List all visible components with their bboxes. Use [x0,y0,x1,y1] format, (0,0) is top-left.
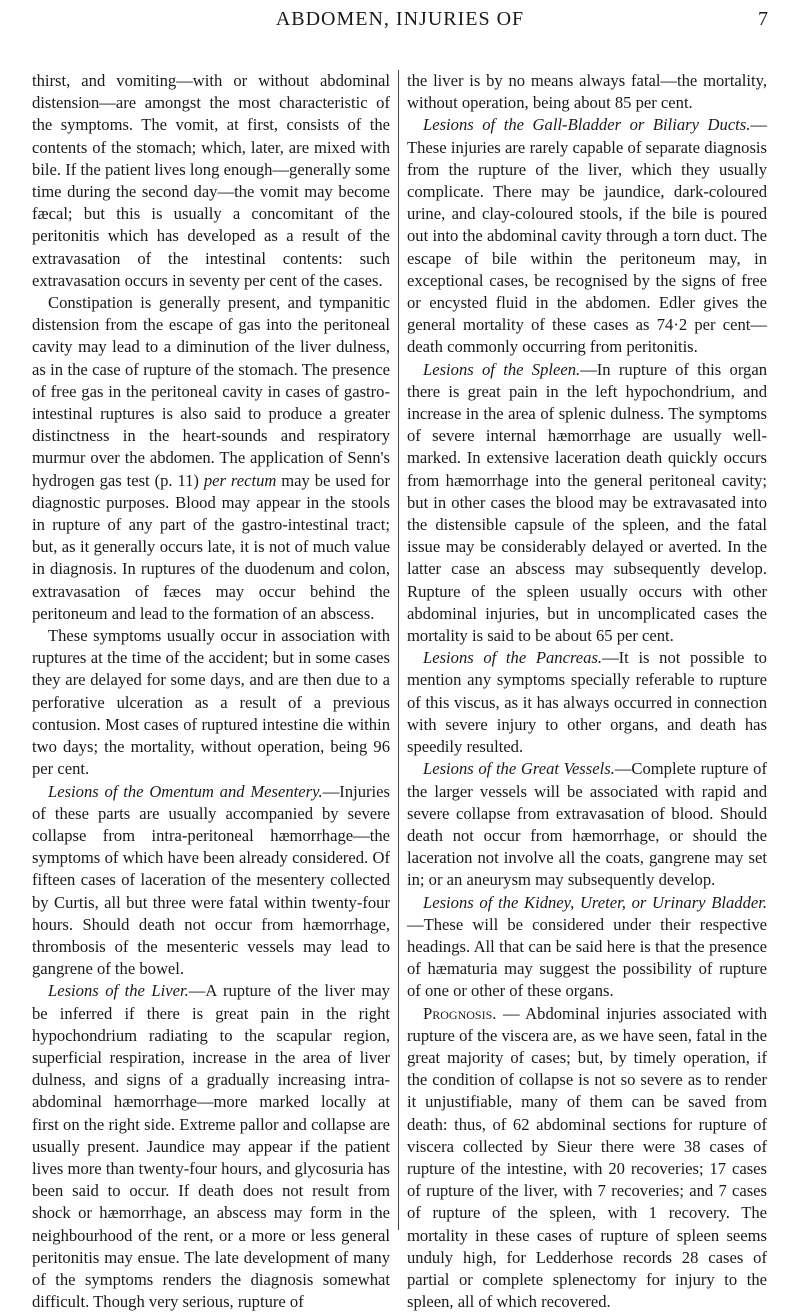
italic-phrase: per rectum [203,470,277,490]
paragraph [407,114,767,358]
section-heading: Prognosis. [423,1003,497,1023]
section-heading: Lesions of the Kidney, Ureter, or Urinary Bladder. [423,892,767,912]
running-head: ABDOMEN, INJURIES OF [275,8,525,30]
paragraph [32,292,390,625]
page-header [30,8,770,48]
paragraph [32,781,390,981]
paragraph-text: —In rupture of this organ there is great pain in the left hypochondrium, and increase in the area of splenic dulness. The symptoms of severe internal hæmorrhage are usually well-marked. In extensive laceration death quickly occurs from hæmorrhage into the general peritoneal cavity; but in other cases the blood may be extravasated into the distensible capsule of the spleen, and the fatal issue may be considerably delayed or averted. In the latter case an abscess may subsequently develop. Rupture of the spleen usually occurs with other abdominal injuries, but in uncomplicated cases the mortality is said to be about 65 per cent. [407,359,768,646]
section-heading: Lesions of the Liver. [48,981,189,1001]
page-number: 7 [758,8,768,30]
section-heading: Lesions of the Pancreas. [423,648,603,668]
paragraph: the liver is by no means always fatal—the mortality, without operation, being about 85 per cent. [407,71,767,113]
paragraph-text: —These will be considered under their respective headings. All that can be said here is that the presence of hæmaturia may suggest the possibility of rupture of one or other of these organs. [407,914,767,1001]
paragraph [407,892,767,1003]
section-heading: Lesions of the Spleen. [423,359,581,379]
section-heading: Lesions of the Gall-Bladder or Biliary Ducts. [423,115,751,135]
paragraph [407,359,767,648]
section-heading: Lesions of the Great Vessels. [423,759,615,779]
paragraph-text: Constipation is generally present, and tympanitic distension from the escape of gas into the peritoneal cavity may lead to a diminution of the liver dulness, as in the case of rupture of the stomach. The presence of free gas in the peritoneal cavity in cases of gastro-intestinal ruptures is also said to produce a greater distinctness in the heart-sounds and respiratory murmur over the abdomen. The application of Senn's hydrogen gas test (p. 11) [32,293,390,490]
paragraph: These symptoms usually occur in association with ruptures at the time of the accident; but in some cases they are delayed for some days, and are then due to a perforative ulceration as a result of a previous contusion. Most cases of ruptured intestine die within two days; the mortality, without operation, being 96 per cent. [32,626,390,779]
paragraph-text: —Complete rupture of the larger vessels will be associated with rapid and severe collapse from extravasation of blood. Should death not occur from hæmorrhage, or should the laceration not involve all the coats, gangrene may set in; or an aneurysm may subsequently develop. [407,759,767,890]
paragraph-text: —These injuries are rarely capable of separate diagnosis from the rupture of the liver, which they usually complicate. There may be jaundice, dark-coloured urine, and clay-coloured stools, if the bile is poured out into the abdominal cavity through a torn duct. The escape of bile within the peritoneum may, in exceptional cases, be recognised by the signs of free or encysted fluid in the abdomen. Edler gives the general mortality of these cases as 74·2 per cent—death commonly occurring from peritonitis. [407,115,767,357]
column-divider [398,70,399,1230]
paragraph-text: —It is not possible to mention any symptoms specially referable to rupture of this viscus, as it has always occurred in connection with severe injury to other organs, and death has speedily resulted. [407,648,767,757]
paragraph-text: —Injuries of these parts are usually accompanied by severe collapse from intra-peritoneal hæmorrhage—the symptoms of which have been already considered. Of fifteen cases of laceration of the mesentery collected by Curtis, all but three were fatal within twenty-four hours. Should death not occur from hæmorrhage, thrombosis of the mesenteric vessels may lead to gangrene of the bowel. [32,781,390,979]
paragraph-text: — Abdominal injuries associated with rupture of the viscera are, as we have seen, fatal in the great majority of cases; but, by timely operation, if the condition of collapse is not so severe as to render it unjustifiable, many of them can be saved from death: thus, of 62 abdominal sections for rupture of viscera collected by Sieur there were 38 cases of rupture of the intestine, with 20 recoveries; 17 cases of rupture of the liver, with 7 recoveries; and 7 cases of rupture of the spleen, with 1 recovery. The mortality in these cases of rupture of spleen seems unduly high, for Ledderhose records 28 cases of partial or complete splenectomy for injury to the spleen, all of which recovered. [407,1003,767,1312]
paragraph [407,647,767,758]
paragraph [32,980,390,1313]
paragraph-text: may be used for diagnostic purposes. Blood may appear in the stools in rupture of any part of the gastro-intestinal tract; but, as it generally occurs late, it is not of much value in diagnosis. In ruptures of the duodenum and colon, extravasation of fæces may occur behind the peritoneum and lead to the formation of an abscess. [32,470,390,623]
paragraph-text: —A rupture of the liver may be inferred if there is great pain in the right hypochondrium radiating to the scapular region, superficial respiration, increase in the area of liver dulness, and signs of a gradually increasing intra-abdominal hæmorrhage—more marked locally at first on the right side. Extreme pallor and collapse are usually present. Jaundice may appear if the patient lives more than twenty-four hours, and glycosuria has been said to occur. If death does not result from shock or hæmorrhage, an abscess may form in the neighbourhood of the rent, or a more or less general peritonitis may ensue. The late development of many of the symptoms renders the diagnosis somewhat difficult. Though very serious, rupture of [32,981,390,1312]
right-column [407,70,767,1313]
paragraph [407,1003,767,1313]
left-column [32,70,390,1313]
paragraph [407,758,767,891]
section-heading: Lesions of the Omentum and Mesentery. [48,781,323,801]
paragraph: thirst, and vomiting—with or without abdominal distension—are amongst the most characteristic of the symptoms. The vomit, at first, consists of the contents of the stomach; which, later, are mixed with bile. If the patient lives long enough—generally some time during the second day—the vomit may become fæcal; but this is usually a concomitant of the peritonitis which has developed as a result of the extravasation of the intestinal contents: such extravasation occurs in seventy per cent of the cases. [32,71,390,290]
